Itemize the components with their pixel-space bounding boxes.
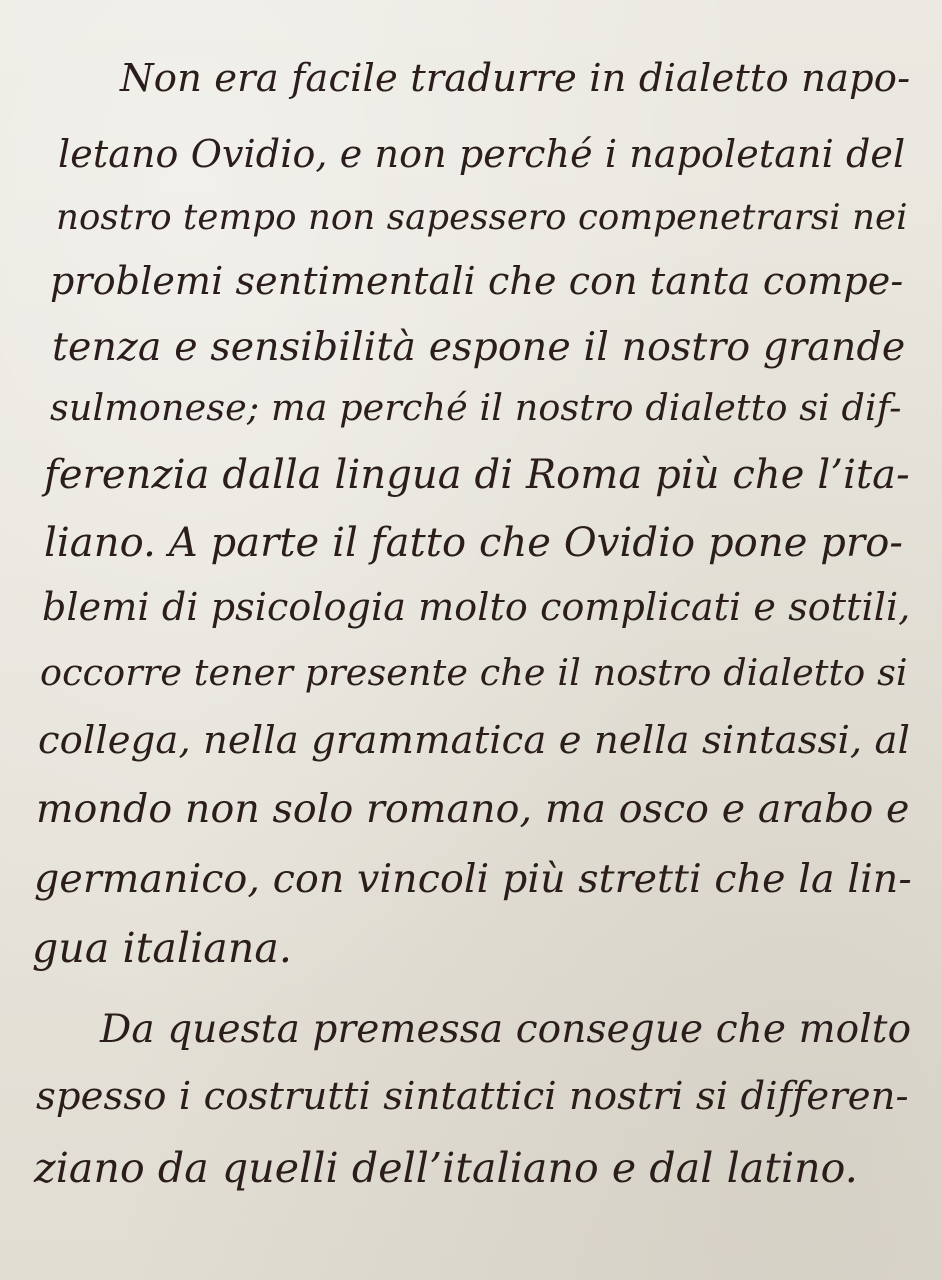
text-line: ferenzia dalla lingua di Roma più che l’ita- (44, 452, 910, 498)
text-line: Da questa premessa consegue che molto (100, 1007, 912, 1052)
text-line: letano Ovidio, e non perché i napoletani del (58, 132, 906, 176)
text-line: germanico, con vincoli più stretti che la lin- (34, 856, 912, 902)
text-line: spesso i costrutti sintattici nostri si differen- (36, 1074, 909, 1119)
text-line: occorre tener presente che il nostro dialetto si (40, 651, 908, 694)
text-line: Non era facile tradurre in dialetto napo- (120, 56, 911, 101)
text-line: collega, nella grammatica e nella sintassi, al (38, 718, 911, 763)
text-line: tenza e sensibilità espone il nostro grande (52, 324, 906, 370)
text-line: problemi sentimentali che con tanta compe- (50, 259, 904, 303)
text-line: gua italiana. (32, 924, 293, 972)
text-line: blemi di psicologia molto complicati e sottili, (42, 585, 911, 629)
text-line: ziano da quelli dell’italiano e dal latino. (34, 1144, 858, 1192)
text-line: mondo non solo romano, ma osco e arabo e (36, 786, 910, 832)
text-line: liano. A parte il fatto che Ovidio pone pro- (44, 520, 904, 566)
text-line: nostro tempo non sapessero compenetrarsi nei (56, 197, 908, 238)
text-line: sulmonese; ma perché il nostro dialetto si dif- (50, 386, 902, 429)
